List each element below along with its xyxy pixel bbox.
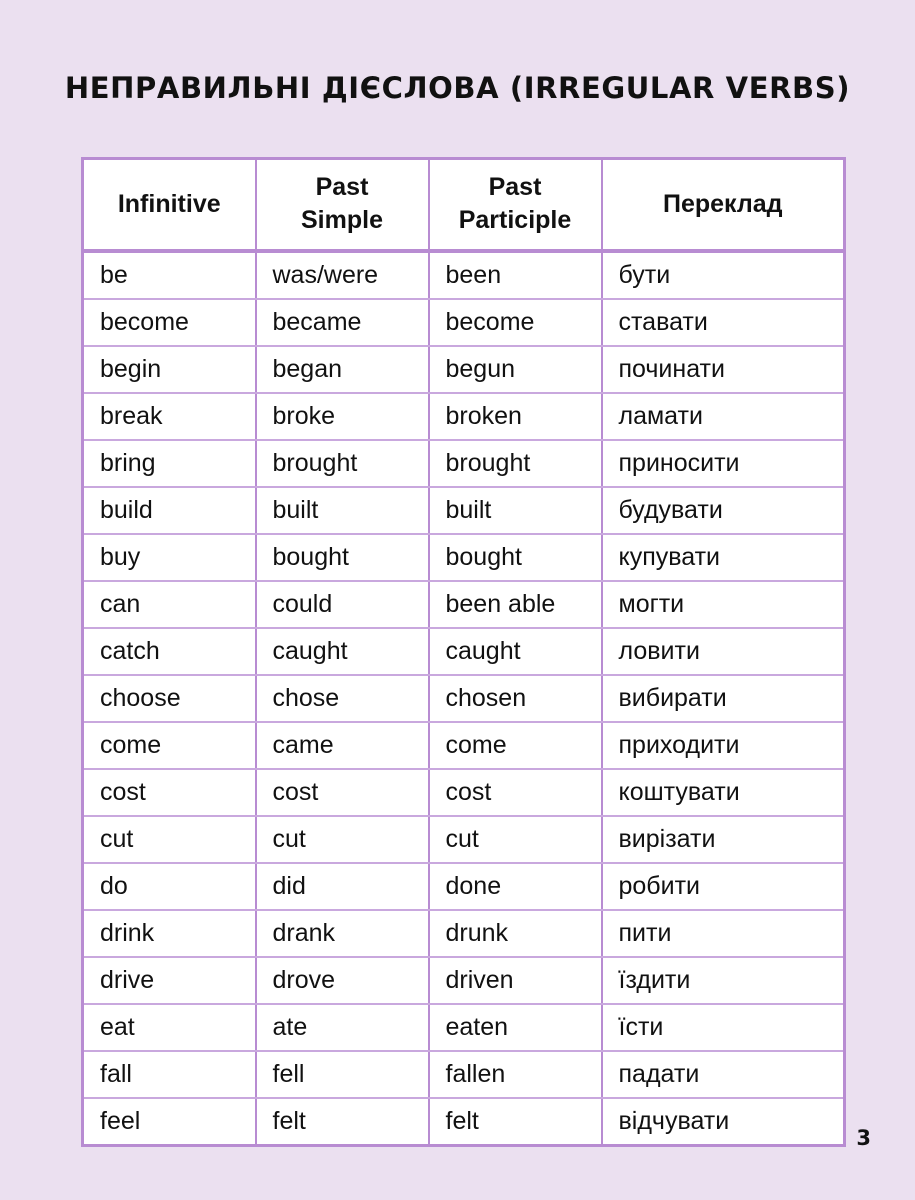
- table-row: [83, 487, 845, 534]
- infinitive-cell: become: [83, 299, 256, 346]
- header-past-participle: Past Participle: [429, 159, 602, 251]
- past-simple-cell: became: [256, 299, 429, 346]
- infinitive-cell: can: [83, 581, 256, 628]
- infinitive-cell: catch: [83, 628, 256, 675]
- translation-cell: бути: [602, 251, 845, 299]
- infinitive-cell: cost: [83, 769, 256, 816]
- past-simple-cell: did: [256, 863, 429, 910]
- infinitive-cell: be: [83, 251, 256, 299]
- infinitive-cell: buy: [83, 534, 256, 581]
- past-simple-cell: chose: [256, 675, 429, 722]
- translation-cell: приносити: [602, 440, 845, 487]
- past-participle-cell: broken: [429, 393, 602, 440]
- past-simple-cell: was/were: [256, 251, 429, 299]
- infinitive-cell: come: [83, 722, 256, 769]
- past-participle-cell: cut: [429, 816, 602, 863]
- past-participle-cell: begun: [429, 346, 602, 393]
- past-participle-cell: chosen: [429, 675, 602, 722]
- infinitive-cell: do: [83, 863, 256, 910]
- table-row: [83, 534, 845, 581]
- translation-cell: починати: [602, 346, 845, 393]
- past-participle-cell: eaten: [429, 1004, 602, 1051]
- past-simple-cell: could: [256, 581, 429, 628]
- translation-cell: їздити: [602, 957, 845, 1004]
- infinitive-cell: choose: [83, 675, 256, 722]
- table-row: [83, 675, 845, 722]
- past-simple-cell: built: [256, 487, 429, 534]
- page-title: НЕПРАВИЛЬНІ ДІЄСЛОВА (IRREGULAR VERBS): [64, 71, 851, 105]
- past-participle-cell: felt: [429, 1098, 602, 1146]
- infinitive-cell: break: [83, 393, 256, 440]
- infinitive-cell: feel: [83, 1098, 256, 1146]
- table-row: [83, 910, 845, 957]
- infinitive-cell: fall: [83, 1051, 256, 1098]
- page-number: 3: [856, 1126, 871, 1150]
- table-header-row: [83, 159, 845, 251]
- table-row: [83, 581, 845, 628]
- past-simple-cell: fell: [256, 1051, 429, 1098]
- infinitive-cell: build: [83, 487, 256, 534]
- past-participle-cell: built: [429, 487, 602, 534]
- past-participle-cell: become: [429, 299, 602, 346]
- translation-cell: вибирати: [602, 675, 845, 722]
- past-simple-cell: cost: [256, 769, 429, 816]
- translation-cell: ловити: [602, 628, 845, 675]
- translation-cell: купувати: [602, 534, 845, 581]
- translation-cell: ставати: [602, 299, 845, 346]
- header-infinitive: Infinitive: [83, 159, 256, 251]
- past-participle-cell: cost: [429, 769, 602, 816]
- past-participle-cell: been able: [429, 581, 602, 628]
- table-body: [83, 251, 845, 1146]
- past-simple-cell: caught: [256, 628, 429, 675]
- translation-cell: коштувати: [602, 769, 845, 816]
- header-translation: Переклад: [602, 159, 845, 251]
- table-row: [83, 1004, 845, 1051]
- translation-cell: ламати: [602, 393, 845, 440]
- infinitive-cell: bring: [83, 440, 256, 487]
- table-row: [83, 628, 845, 675]
- past-participle-cell: drunk: [429, 910, 602, 957]
- past-simple-cell: ate: [256, 1004, 429, 1051]
- past-simple-cell: bought: [256, 534, 429, 581]
- past-participle-cell: driven: [429, 957, 602, 1004]
- past-participle-cell: bought: [429, 534, 602, 581]
- past-participle-cell: caught: [429, 628, 602, 675]
- past-participle-cell: been: [429, 251, 602, 299]
- past-simple-cell: broke: [256, 393, 429, 440]
- table-row: [83, 346, 845, 393]
- translation-cell: могти: [602, 581, 845, 628]
- header-past-simple: Past Simple: [256, 159, 429, 251]
- table-row: [83, 722, 845, 769]
- translation-cell: падати: [602, 1051, 845, 1098]
- translation-cell: вирізати: [602, 816, 845, 863]
- table-row: [83, 440, 845, 487]
- table-row: [83, 816, 845, 863]
- table-row: [83, 393, 845, 440]
- past-participle-cell: come: [429, 722, 602, 769]
- past-simple-cell: drove: [256, 957, 429, 1004]
- past-simple-cell: felt: [256, 1098, 429, 1146]
- past-participle-cell: fallen: [429, 1051, 602, 1098]
- table-row: [83, 299, 845, 346]
- past-simple-cell: brought: [256, 440, 429, 487]
- past-simple-cell: began: [256, 346, 429, 393]
- infinitive-cell: cut: [83, 816, 256, 863]
- table-row: [83, 1098, 845, 1146]
- infinitive-cell: eat: [83, 1004, 256, 1051]
- past-simple-cell: cut: [256, 816, 429, 863]
- translation-cell: відчувати: [618, 1106, 730, 1135]
- past-simple-cell: came: [256, 722, 429, 769]
- past-simple-cell: drank: [256, 910, 429, 957]
- table-row: [83, 1051, 845, 1098]
- translation-cell: будувати: [602, 487, 845, 534]
- translation-cell: приходити: [602, 722, 845, 769]
- translation-cell: робити: [602, 863, 845, 910]
- translation-cell: пити: [602, 910, 845, 957]
- infinitive-cell: drive: [83, 957, 256, 1004]
- table-row: [83, 863, 845, 910]
- infinitive-cell: begin: [83, 346, 256, 393]
- table-row: [83, 957, 845, 1004]
- past-participle-cell: done: [429, 863, 602, 910]
- past-participle-cell: brought: [429, 440, 602, 487]
- translation-cell: їсти: [602, 1004, 845, 1051]
- irregular-verbs-table: [81, 157, 846, 1147]
- infinitive-cell: drink: [83, 910, 256, 957]
- table-row: [83, 251, 845, 299]
- table-row: [83, 769, 845, 816]
